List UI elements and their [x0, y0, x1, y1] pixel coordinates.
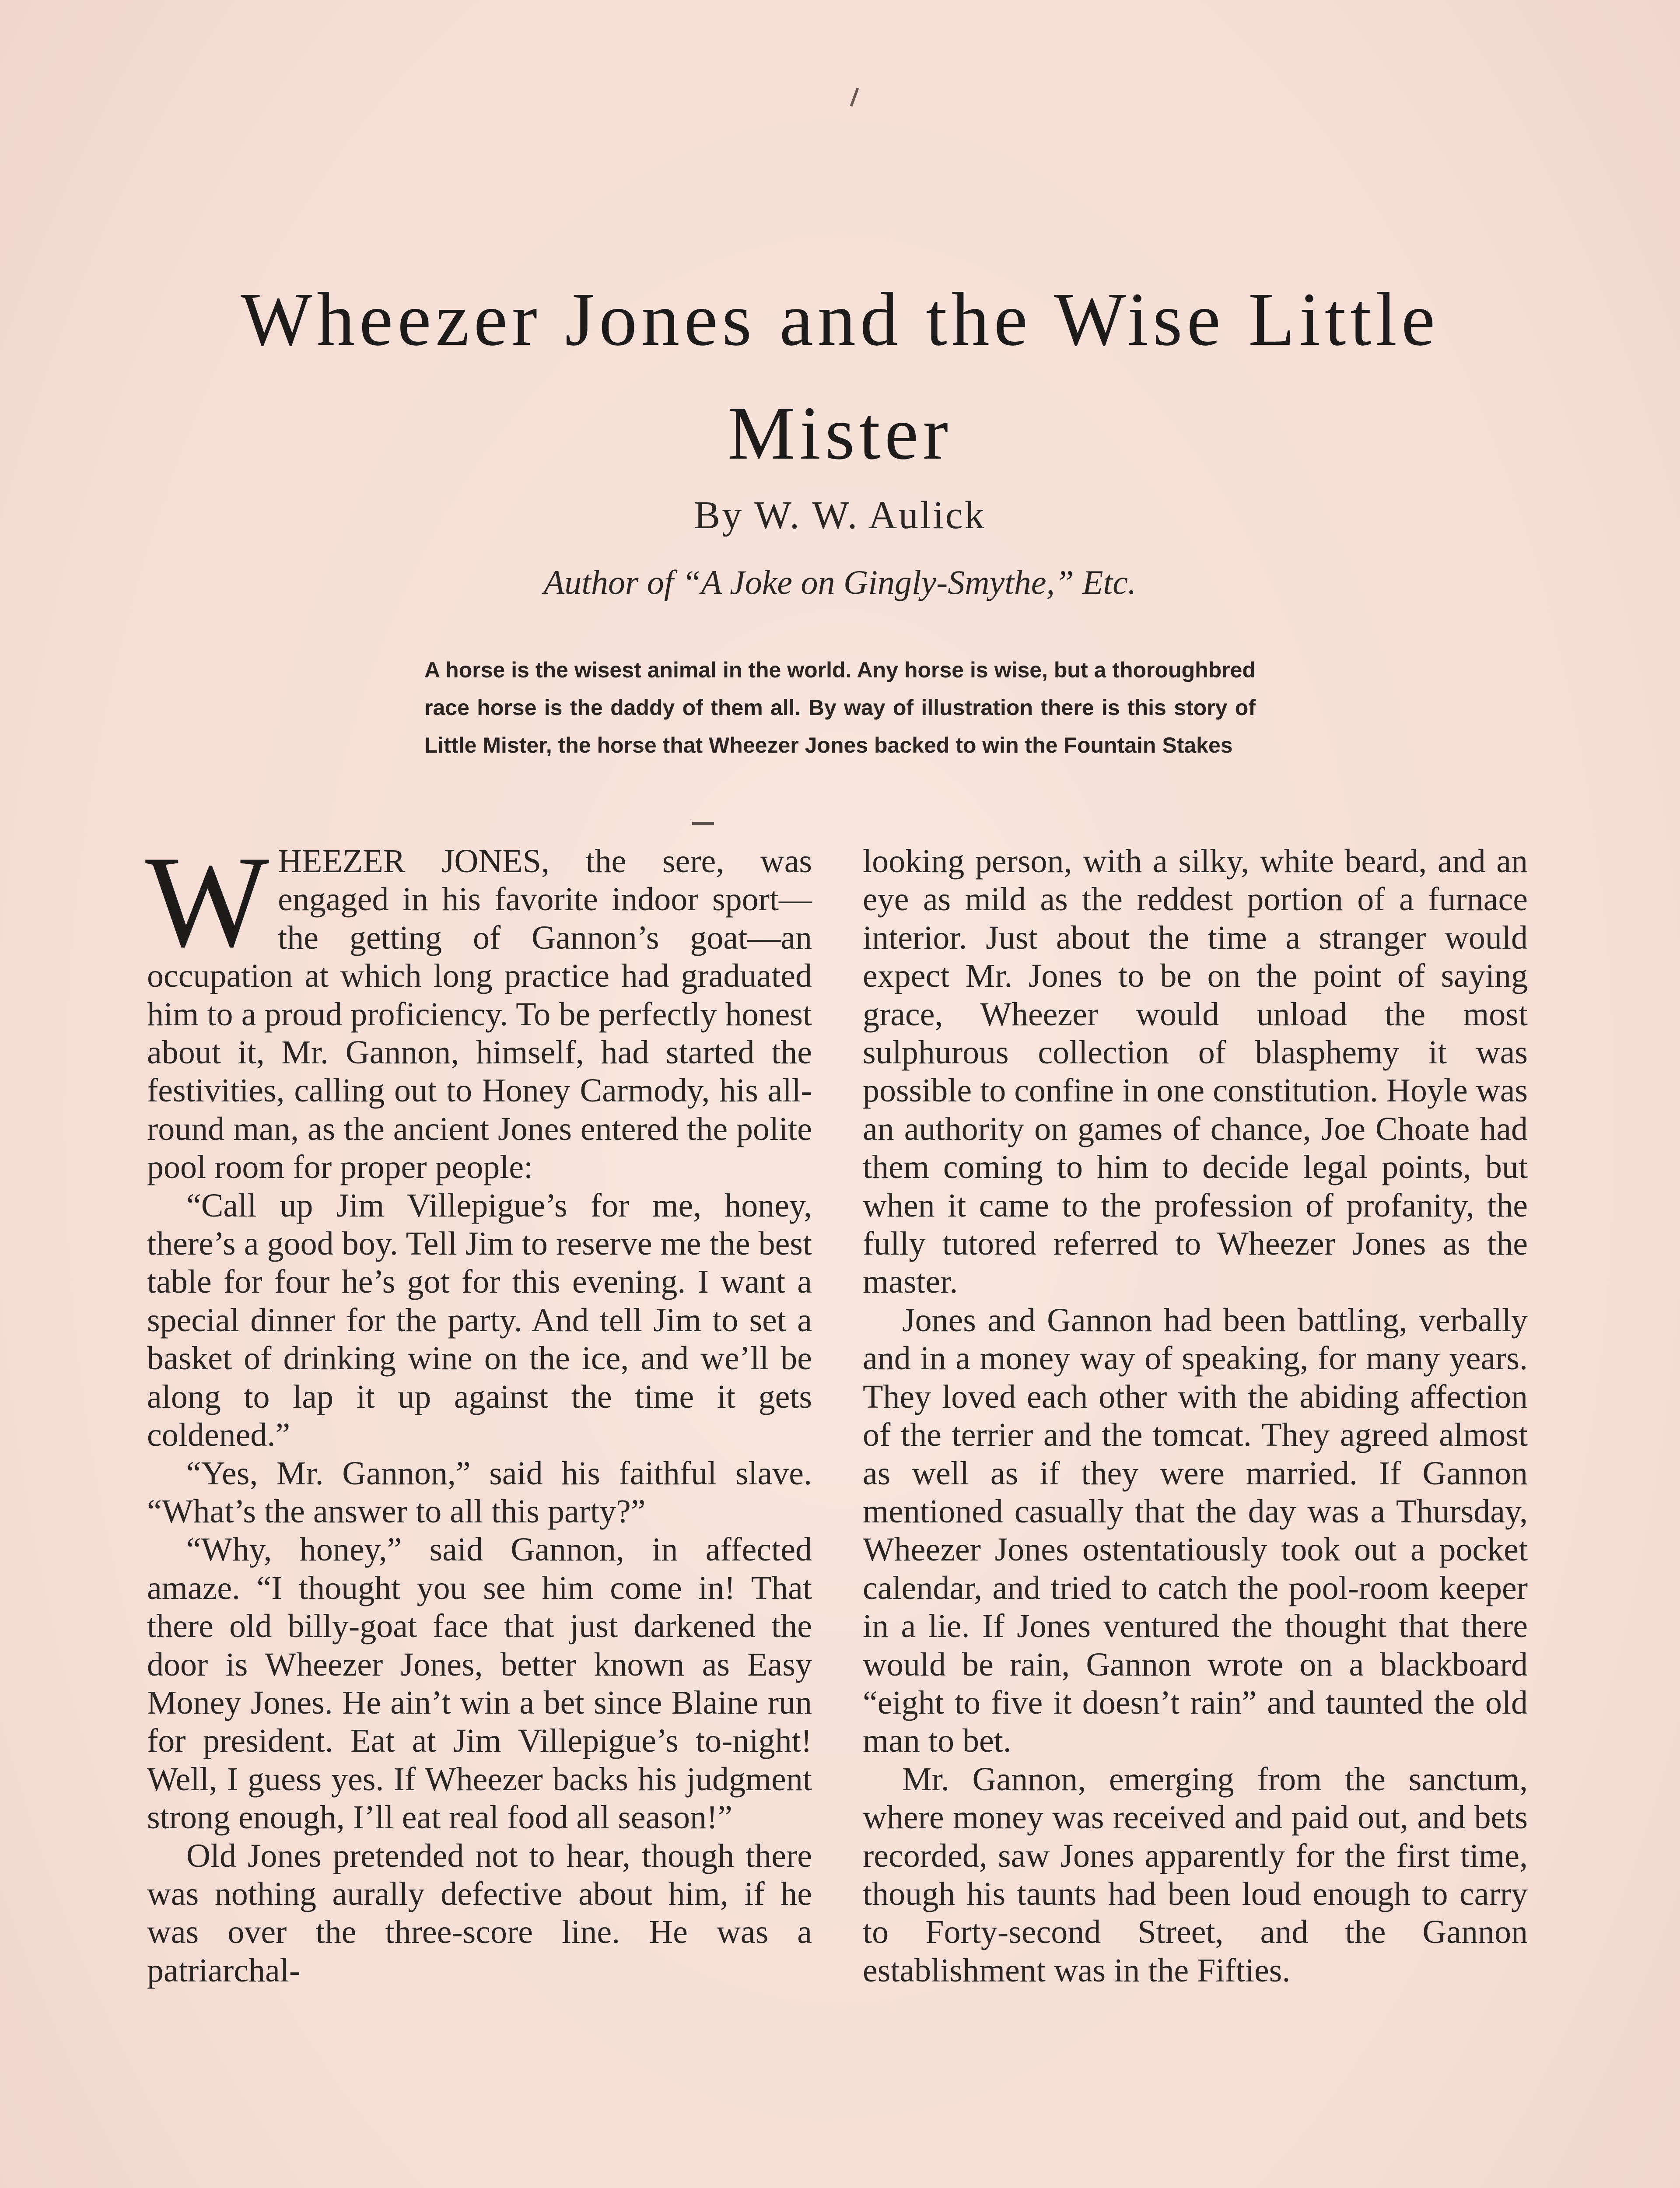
separator-dash: [692, 822, 714, 825]
text-column-right: [863, 842, 1528, 1990]
paragraph: “Yes, Mr. Gannon,” said his faithful slave. “What’s the answer to all this party?”: [147, 1455, 812, 1530]
drop-cap: W: [145, 829, 270, 974]
author-credits: Author of “A Joke on Gingly-Smythe,” Etc.: [543, 563, 1137, 601]
paragraph: Mr. Gannon, emerging from the sanctum, where money was received and paid out, and bets recorded, saw Jones apparently for the first time, though his taunts had been loud enough to carry to Forty-second Street, and the Gannon establishment was in the Fifties.: [863, 1760, 1528, 1989]
paragraph: “Why, honey,” said Gannon, in affected amaze. “I thought you see him come in! That there old billy-goat face that just darkened the door is Wheezer Jones, better known as Easy Money Jones. He ain’t win a bet since Blaine run for president. Eat at Jim Villepigue’s to-night! Well, I guess yes. If Wheezer backs his judgment strong enough, I’ll eat real food all season!”: [147, 1531, 812, 1836]
page-mark: [850, 88, 859, 106]
paragraph: Jones and Gannon had been battling, verbally and in a money way of speaking, for many years. They loved each other with the abiding affection of the terrier and the tomcat. They agreed almost as well as if they were married. If Gannon mentioned casually that the day was a Thursday, Wheezer Jones ostentatiously took out a pocket calendar, and tried to catch the pool-room keeper in a lie. If Jones ventured the thought that there would be rain, Gannon wrote on a blackboard “eight to five it doesn’t rain” and taunted the old man to bet.: [863, 1301, 1528, 1760]
paragraph: [145, 829, 812, 1187]
paragraph: “Call up Jim Villepigue’s for me, honey, there’s a good boy. Tell Jim to reserve me the best table for four he’s got for this evening. I want a special dinner for the party. And tell Jim to set a basket of drinking wine on the ice, and we’ll be along to lap it up against the time it gets coldened.”: [147, 1187, 812, 1454]
article-byline: By W. W. Aulick: [694, 494, 986, 537]
paragraph: looking person, with a silky, white beard, and an eye as mild as the reddest portion of a furnace interior. Just about the time a stranger would expect Mr. Jones to be on the point of saying grace, Wheezer would unload the most sulphurous collection of blasphemy it was possible to confine in one constitution. Hoyle was an authority on games of chance, Joe Choate had them coming to him to decide legal points, but when it came to the profession of profanity, the fully tutored referred to Wheezer Jones as the master.: [863, 843, 1528, 1301]
text-column-left: [145, 829, 812, 1990]
article-title: Wheezer Jones and the Wise Little Mister: [240, 277, 1440, 475]
paragraph-text: HEEZER JONES, the sere, was engaged in his favorite indoor sport—the getting of Gannon’s goat—an occupation at which long practice had graduated him to a proud proficiency. To be perfectly honest about it, Mr. Gannon, himself, had started the festivities, calling out to Honey Carmody, his all-round man, as the ancient Jones entered the polite pool room for proper people:: [147, 843, 812, 1186]
paragraph: Old Jones pretended not to hear, though there was nothing aurally defective about him, if he was over the three-score line. He was a patriarchal-: [147, 1837, 812, 1989]
article-blurb: A horse is the wisest animal in the world. Any horse is wise, but a thoroughbred race horse is the daddy of them all. By way of illustration there is this story of Little Mister, the horse that Wheezer Jones backed to win the Fountain Stakes: [424, 658, 1256, 757]
